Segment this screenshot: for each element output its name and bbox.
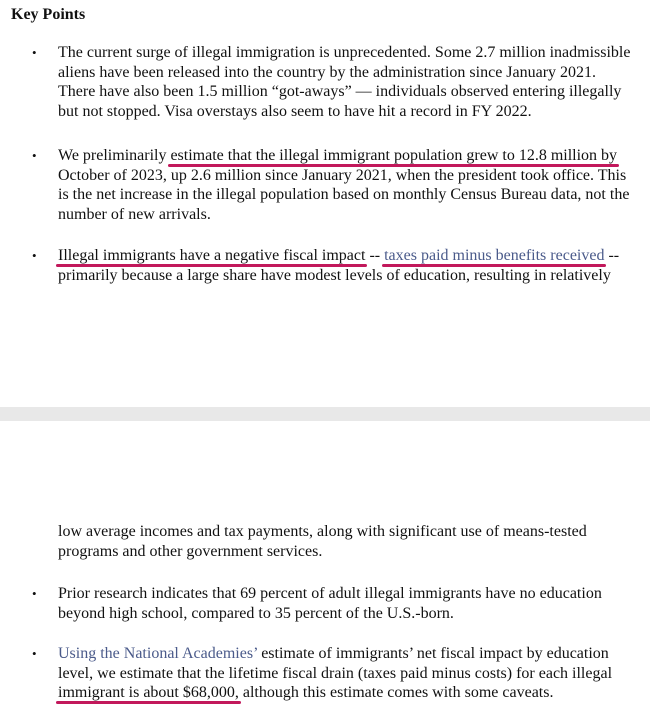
text-line — [58, 146, 643, 166]
bullet-icon: • — [32, 646, 37, 661]
text-line: primarily because a large share have modest levels of education, resulting in relatively — [58, 266, 611, 284]
text-segment: We preliminarily — [58, 147, 171, 164]
highlighted-text: estimate that the illegal immigrant population grew to 12.8 million by — [170, 147, 618, 164]
text-line: number of new arrivals. — [58, 205, 211, 223]
text-line: There have also been 1.5 million “got-aways” — individuals observed entering illegally — [58, 83, 622, 100]
list-item — [32, 246, 643, 285]
text-segment: -- — [604, 247, 620, 264]
text-line: The current surge of illegal immigration is unprecedented. Some 2.7 million inadmissible — [58, 44, 631, 61]
text-line — [58, 683, 643, 703]
bullet-icon: • — [32, 148, 37, 163]
text-line: Prior research indicates that 69 percent of adult illegal immigrants have no education — [58, 585, 602, 602]
national-academies-link[interactable]: Using the National Academies’ — [58, 645, 258, 662]
highlighted-text: immigrant is about $68,000, — [58, 684, 239, 701]
text-line: programs and other government services. — [58, 542, 323, 560]
page-divider — [0, 407, 650, 421]
list-item — [32, 584, 643, 623]
text-line: October of 2023, up 2.6 million since January 2021, when the president took office. This — [58, 166, 627, 184]
text-line — [58, 246, 643, 266]
text-line: level, we estimate that the lifetime fiscal drain (taxes paid minus costs) for each illegal — [58, 664, 613, 682]
text-segment: estimate of immigrants’ net fiscal impact by education — [257, 645, 609, 662]
text-line: is the net increase in the illegal population based on monthly Census Bureau data, not the — [58, 186, 630, 203]
bullet-icon: • — [32, 586, 37, 601]
bullet-icon: • — [32, 248, 37, 263]
text-line: low average incomes and tax payments, along with significant use of means-tested — [58, 523, 587, 540]
list-item — [32, 644, 643, 703]
text-line: but not stopped. Visa overstays also seem to have hit a record in FY 2022. — [58, 102, 532, 120]
highlighted-link[interactable]: taxes paid minus benefits received — [384, 247, 605, 264]
list-item — [32, 146, 643, 224]
page-title: Key Points — [11, 6, 86, 23]
text-line — [58, 644, 643, 664]
text-line: beyond high school, compared to 35 percent of the U.S.-born. — [58, 604, 454, 622]
text-segment: -- — [365, 247, 385, 264]
list-item — [32, 43, 643, 121]
text-segment: although this estimate comes with some caveats. — [238, 684, 554, 701]
list-item-continued — [58, 522, 643, 561]
text-line: aliens have been released into the country by the administration since January 2021. — [58, 63, 597, 81]
bullet-icon: • — [32, 45, 37, 60]
highlighted-text: Illegal immigrants have a negative fiscal impact — [58, 247, 366, 264]
